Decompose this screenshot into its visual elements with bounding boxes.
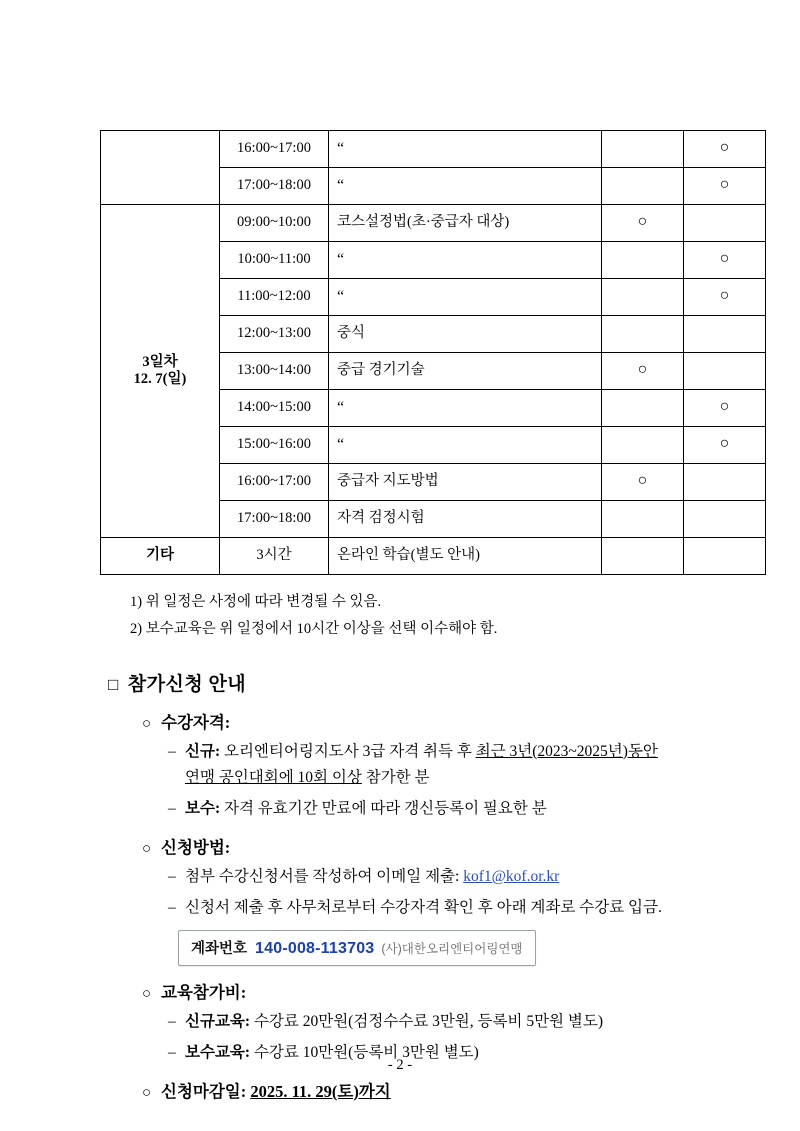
fee-renew-text: 수강료 10만원(등록비 3만원 별도) [253, 1043, 479, 1061]
section-title: 참가신청 안내 [127, 673, 247, 695]
account-number: 140-008-113703 [255, 939, 375, 957]
mark-b-cell [684, 501, 766, 538]
dash-bullet-icon: – [168, 1043, 176, 1061]
fee-new-text: 수강료 20만원(검정수수료 3만원, 등록비 5만원 별도) [253, 1012, 603, 1030]
circle-mark: ○ [719, 435, 730, 453]
dash-bullet-icon: – [168, 867, 176, 885]
time-cell: 15:00~16:00 [220, 427, 329, 464]
note-item: 2) 보수교육은 위 일정에서 10시간 이상을 선택 이수해야 함. [130, 620, 498, 637]
fee-new-label: 신규교육: [185, 1012, 251, 1030]
eligibility-new-item-cont [185, 766, 700, 790]
day-label-line2: 12. 7(일) [133, 371, 187, 387]
etc-mark-a-cell [602, 538, 684, 575]
time-cell: 17:00~18:00 [220, 168, 329, 205]
circle-mark: ○ [719, 176, 730, 194]
method-email-item [168, 865, 700, 889]
mark-a-cell [602, 390, 684, 427]
eligibility-new-underlined-2: 연맹 공인대회에 10회 이상 [185, 768, 362, 786]
square-bullet-icon: □ [108, 674, 119, 694]
circle-mark: ○ [637, 213, 648, 231]
circle-mark: ○ [637, 472, 648, 490]
table-notes [130, 589, 700, 643]
time-cell: 16:00~17:00 [220, 464, 329, 501]
page-number: - 2 - [387, 1057, 413, 1073]
eligibility-new-underlined: 최근 3년(2023~2025년)동안 [475, 742, 658, 760]
time-cell: 17:00~18:00 [220, 501, 329, 538]
account-label: 계좌번호 [191, 940, 248, 957]
email-link[interactable]: kof1@kof.or.kr [463, 867, 560, 885]
content-cell: 중급 경기기술 [329, 353, 602, 390]
fee-heading [142, 979, 700, 1003]
eligibility-heading [142, 709, 700, 733]
account-info-box [178, 930, 536, 966]
content-cell: 코스설정법(초·중급자 대상) [329, 205, 602, 242]
mark-b-cell [684, 316, 766, 353]
circle-bullet-icon: ○ [142, 985, 152, 1002]
circle-mark: ○ [719, 287, 730, 305]
etc-time-cell: 3시간 [220, 538, 329, 575]
day-cell [101, 168, 220, 205]
mark-a-cell [602, 427, 684, 464]
circle-mark: ○ [719, 139, 730, 157]
mark-b-cell [684, 131, 766, 168]
content-cell [329, 131, 602, 168]
account-bank-name: (사)대한오리엔티어링연맹 [381, 941, 523, 956]
ditto-mark: “ [337, 399, 344, 417]
eligibility-renew-item [168, 797, 700, 821]
deadline-heading [142, 1078, 700, 1102]
dash-bullet-icon: – [168, 799, 176, 817]
method-heading [142, 834, 700, 858]
method-payment-text: 신청서 제출 후 사무처로부터 수강자격 확인 후 아래 계좌로 수강료 입금. [185, 898, 662, 916]
mark-b-cell [684, 390, 766, 427]
content-cell: 자격 검정시험 [329, 501, 602, 538]
circle-bullet-icon: ○ [142, 1084, 152, 1101]
content-cell [329, 390, 602, 427]
table-row-etc [101, 538, 766, 575]
time-cell: 11:00~12:00 [220, 279, 329, 316]
time-cell: 14:00~15:00 [220, 390, 329, 427]
dash-bullet-icon: – [168, 898, 176, 916]
eligibility-renew-label: 보수: [185, 799, 221, 817]
method-payment-item [168, 896, 700, 920]
deadline-title: 신청마감일: [161, 1081, 247, 1101]
schedule-table [100, 130, 766, 575]
time-cell: 13:00~14:00 [220, 353, 329, 390]
mark-b-cell [684, 168, 766, 205]
mark-a-cell [602, 131, 684, 168]
note-item: 1) 위 일정은 사정에 따라 변경될 수 있음. [130, 594, 382, 610]
etc-label-cell: 기타 [101, 538, 220, 575]
dash-bullet-icon: – [168, 742, 176, 760]
method-email-text: 첨부 수강신청서를 작성하여 이메일 제출: [185, 867, 464, 885]
mark-b-cell [684, 464, 766, 501]
content-cell [329, 242, 602, 279]
mark-a-cell [602, 316, 684, 353]
eligibility-new-label: 신규: [185, 742, 221, 760]
circle-mark: ○ [719, 250, 730, 268]
time-cell: 10:00~11:00 [220, 242, 329, 279]
time-cell: 09:00~10:00 [220, 205, 329, 242]
mark-a-cell [602, 168, 684, 205]
section-heading-application [108, 669, 700, 696]
ditto-mark: “ [337, 140, 344, 158]
mark-a-cell [602, 279, 684, 316]
ditto-mark: “ [337, 288, 344, 306]
eligibility-new-item [168, 740, 700, 764]
content-cell [329, 427, 602, 464]
circle-bullet-icon: ○ [142, 840, 152, 857]
day-label-line1: 3일차 [142, 353, 178, 370]
circle-mark: ○ [719, 398, 730, 416]
mark-b-cell [684, 353, 766, 390]
ditto-mark: “ [337, 436, 344, 454]
method-title: 신청방법: [161, 837, 231, 857]
deadline-value: 2025. 11. 29(토)까지 [250, 1081, 391, 1101]
mark-b-cell [684, 205, 766, 242]
mark-a-cell [602, 501, 684, 538]
etc-mark-b-cell [684, 538, 766, 575]
day-cell [101, 131, 220, 168]
table-row [101, 205, 766, 242]
fee-renew-label: 보수교육: [185, 1043, 251, 1061]
table-row [101, 131, 766, 168]
mark-b-cell [684, 279, 766, 316]
fee-new-item [168, 1010, 700, 1034]
day-label-cell [101, 205, 220, 538]
mark-a-cell [602, 205, 684, 242]
eligibility-new-text: 오리엔티어링지도사 3급 자격 취득 후 [223, 742, 476, 760]
ditto-mark: “ [337, 177, 344, 195]
mark-a-cell [602, 353, 684, 390]
eligibility-renew-text: 자격 유효기간 만료에 따라 갱신등록이 필요한 분 [223, 799, 547, 817]
table-row [101, 168, 766, 205]
mark-a-cell [602, 464, 684, 501]
eligibility-title: 수강자격: [161, 712, 231, 732]
eligibility-new-text-2: 참가한 분 [361, 768, 430, 786]
etc-content-cell: 온라인 학습(별도 안내) [329, 538, 602, 575]
content-cell [329, 279, 602, 316]
circle-bullet-icon: ○ [142, 715, 152, 732]
ditto-mark: “ [337, 251, 344, 269]
mark-b-cell [684, 242, 766, 279]
mark-a-cell [602, 242, 684, 279]
dash-bullet-icon: – [168, 1012, 176, 1030]
time-cell: 12:00~13:00 [220, 316, 329, 353]
circle-mark: ○ [637, 361, 648, 379]
content-cell: 중급자 지도방법 [329, 464, 602, 501]
time-cell: 16:00~17:00 [220, 131, 329, 168]
content-cell [329, 168, 602, 205]
content-cell: 중식 [329, 316, 602, 353]
mark-b-cell [684, 427, 766, 464]
fee-title: 교육참가비: [161, 982, 247, 1002]
